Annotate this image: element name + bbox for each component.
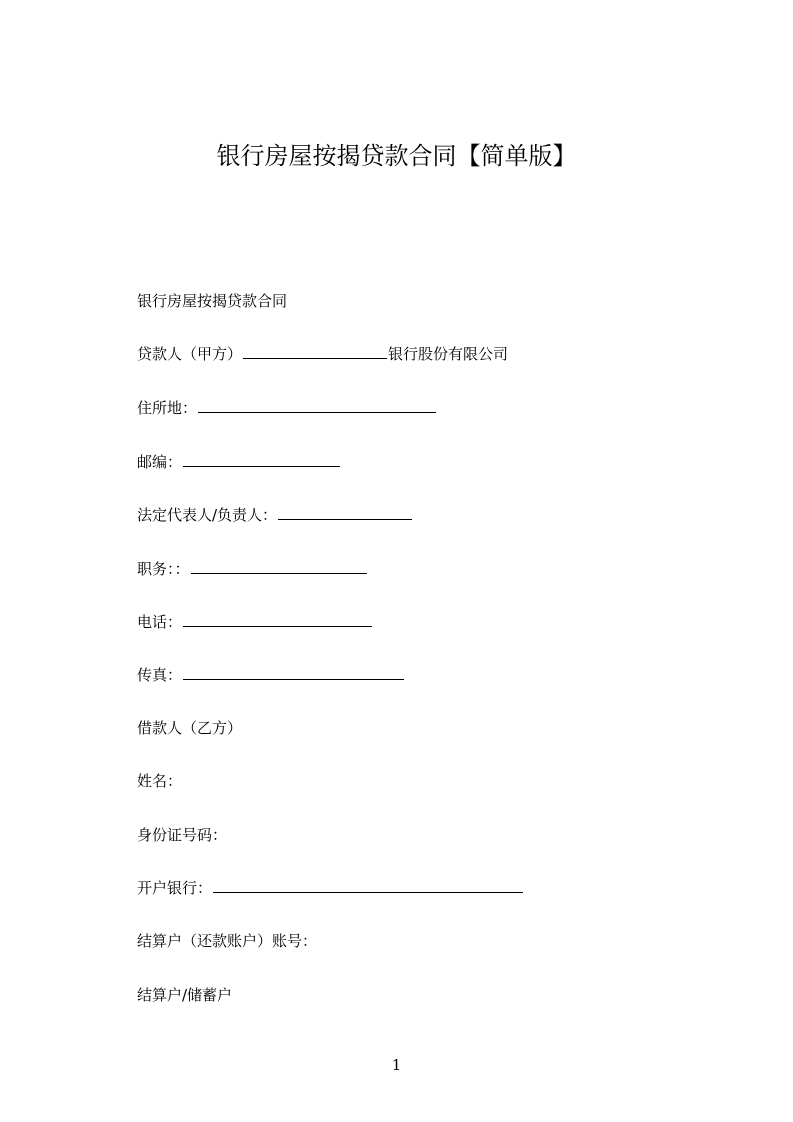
- postcode-blank: [183, 452, 340, 467]
- position-blank: [191, 559, 367, 574]
- phone-line: [137, 611, 373, 633]
- lender-suffix: 银行股份有限公司: [388, 345, 509, 363]
- lender-blank: [243, 344, 387, 359]
- document-title: 银行房屋按揭贷款合同【简单版】: [216, 142, 577, 170]
- account-type-line: 结算户/储蓄户: [137, 986, 233, 1004]
- settlement-account-line: 结算户（还款账户）账号：: [137, 932, 318, 950]
- bank-line: [137, 877, 524, 899]
- legal-rep-label: 法定代表人/负责人：: [137, 506, 278, 524]
- legal-rep-blank: [278, 505, 412, 520]
- position-line: [137, 558, 368, 580]
- bank-label: 开户银行：: [137, 879, 213, 897]
- fax-line: [137, 664, 405, 686]
- legal-rep-line: [137, 504, 413, 526]
- bank-blank: [213, 878, 523, 893]
- lender-label: 贷款人（甲方）: [137, 345, 243, 363]
- contract-heading: 银行房屋按揭贷款合同: [137, 292, 288, 310]
- address-blank: [198, 398, 436, 413]
- postcode-label: 邮编：: [137, 453, 183, 471]
- borrower-line: 借款人（乙方）: [137, 719, 243, 737]
- name-line: 姓名：: [137, 772, 183, 790]
- fax-blank: [183, 665, 404, 680]
- fax-label: 传真：: [137, 666, 183, 684]
- page-number: 1: [391, 1056, 402, 1074]
- address-line: [137, 397, 437, 419]
- phone-label: 电话：: [137, 613, 183, 631]
- postcode-line: [137, 451, 341, 473]
- lender-line: [137, 343, 508, 365]
- phone-blank: [183, 612, 372, 627]
- address-label: 住所地：: [137, 399, 198, 417]
- id-line: 身份证号码：: [137, 826, 228, 844]
- position-label: 职务：：: [137, 560, 190, 578]
